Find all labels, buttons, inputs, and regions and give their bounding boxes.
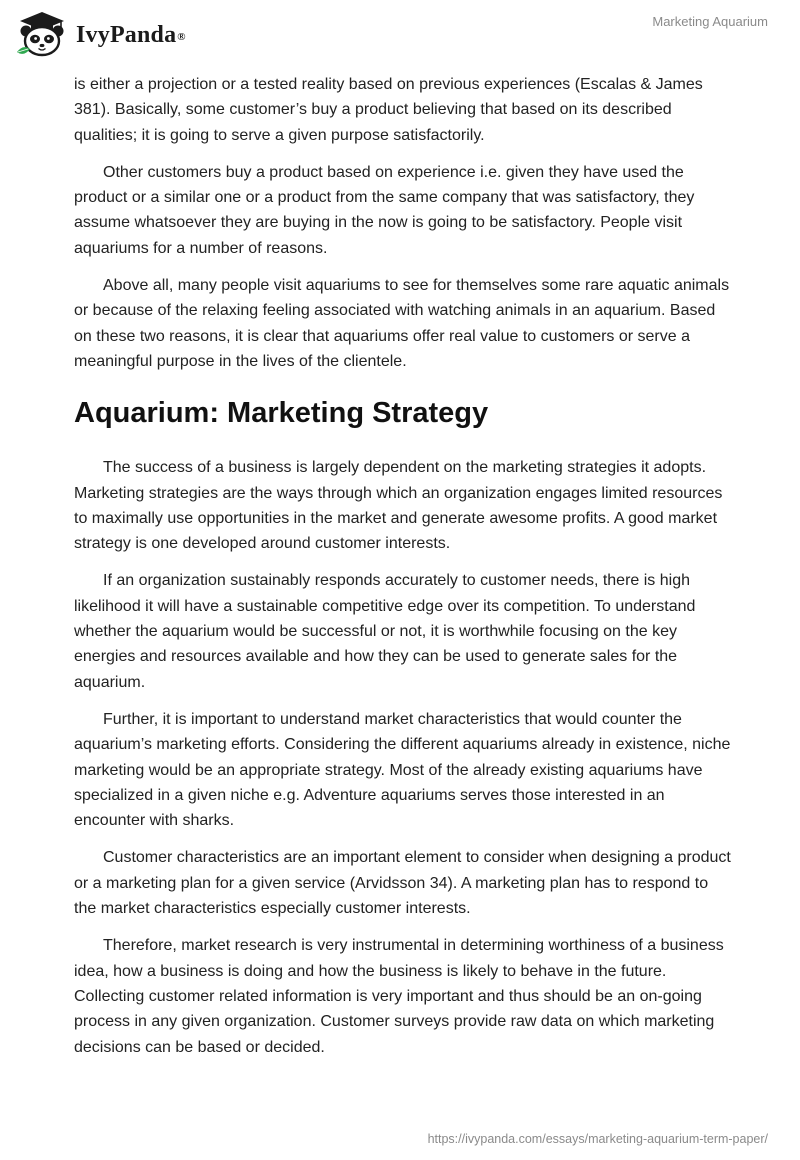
panda-graduate-icon [14, 8, 70, 60]
document-title: Marketing Aquarium [652, 14, 768, 29]
paragraph-5: If an organization sustainably responds accurately to customer needs, there is high likelihood it will have a sustainable competitive edge over its competition. To understand whether the aquarium would be successful or not, it is worthwhile focusing on the key energies and resources available and how they can be used to generate sales for the aquarium. [74, 572, 696, 691]
page-header [0, 0, 800, 70]
paragraph-1: is either a projection or a tested reality based on previous experiences (Escalas & James 381). Basically, some customer’s buy a product believing that based on its described qualities; it is going to serve a given purpose satisfactorily. [74, 76, 703, 144]
source-url[interactable]: https://ivypanda.com/essays/marketing-aquarium-term-paper/ [427, 1132, 768, 1146]
paragraph-2: Other customers buy a product based on experience i.e. given they have used the product or a similar one or a product from the same company that was satisfactory, they assume whatsoever they are buying in the now is going to be satisfactory. People visit aquariums for a number of reasons. [74, 163, 695, 257]
paragraph-8: Therefore, market research is very instrumental in determining worthiness of a business idea, how a business is doing and how the business is likely to behave in the future. Collecting customer related information is very important and thus should be an on-going process in any given organization. Customer surveys provide raw data on which marketing decisions can be based or decided. [74, 937, 724, 1056]
paragraph-4: The success of a business is largely dependent on the marketing strategies it adopts. Marketing strategies are the ways through which an organization engages limited resources to maximally use opportunities in the market and generate awesome profits. A good market strategy is one developed around customer interests. [74, 459, 723, 553]
essay-body [74, 72, 734, 1072]
registered-mark: ® [177, 31, 186, 43]
paragraph-6: Further, it is important to understand market characteristics that would counter the aquarium’s marketing efforts. Considering the different aquariums already in existence, niche marketing would be an appropriate strategy. Most of the already existing aquariums have specialized in a given niche e.g. Adventure aquariums serves those interested in an encounter with sharks. [74, 710, 731, 830]
paragraph-3: Above all, many people visit aquariums to see for themselves some rare aquatic animals or because of the relaxing feeling associated with watching animals in an aquarium. Based on these two reasons, it is clear that aquariums offer real value to customers or serve a meaningful purpose in the lives of the clientele. [74, 277, 730, 370]
paragraph-7: Customer characteristics are an important element to consider when designing a product or a marketing plan for a given service (Arvidsson 34). A marketing plan has to respond to the market characteristics especially customer interests. [74, 849, 731, 918]
brand-name: IvyPanda® [76, 22, 186, 48]
ivypanda-logo[interactable] [14, 8, 264, 60]
section-heading: Aquarium: Marketing Strategy [74, 397, 489, 430]
